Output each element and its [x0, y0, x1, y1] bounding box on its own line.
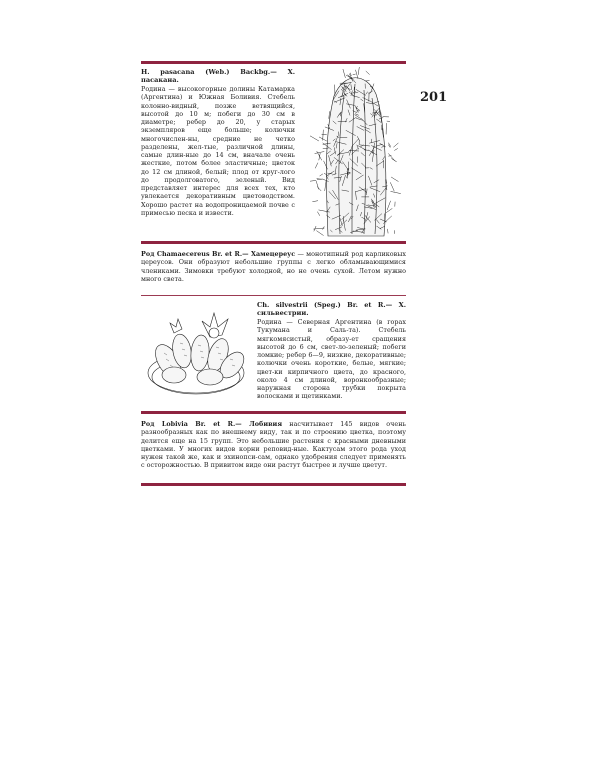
cactus-spine — [315, 152, 325, 154]
cactus-spine — [366, 71, 370, 75]
cactus-spine — [310, 136, 319, 141]
cactus-spine — [322, 134, 327, 135]
chamaecereus-illustration — [144, 303, 252, 403]
cactus-spine — [329, 111, 330, 118]
cactus-spine — [353, 74, 356, 75]
cactus-spine — [388, 145, 390, 148]
species-heading-latin-silvestrii: Ch. silvestrii (Speg.) Br. et R.— — [257, 301, 393, 309]
cactus-spine — [310, 180, 316, 181]
cactus-spine — [358, 67, 359, 75]
cactus-spine — [391, 159, 396, 162]
cactus-spine — [356, 70, 359, 79]
cactus-spine — [316, 231, 323, 236]
genus-paragraph-chamaecereus — [141, 250, 406, 283]
species-heading-russian-silvestrii: Х. сильвестрии. — [257, 301, 407, 318]
section-rule — [141, 411, 406, 414]
cactus-spine — [317, 212, 319, 216]
cactus-spine — [325, 181, 326, 191]
species-description-pasacana: Родина — высокогорные долины Катамарка (Аргентина) и Южная Боливия. Стебель колонно-видный, позже ветвящийся, высотой до 10 м; побеги до 30 см в диаметре; ребер до 20, у старых экземпляров еще больше; колючки многочислен-ны, средние не четко разделены, жел-тые, различной длины, самые длин-ные до 14 см, вначале очень жесткие, потом более эластичные; цветок до 12 см длиной, белый; плод от круг-лого до продолговатого, зеленый. Вид представляет интерес для всех тех, кто увлекается декоративным цветоводством. Хорошо растет на водопроницаемой почве с примесью песка и извести. — [141, 85, 295, 217]
cactus-spine — [386, 208, 392, 212]
species-heading-russian: Х. пасакана. — [141, 68, 296, 85]
genus-heading-lobivia: Род Lobivia Br. et R.— Лобивия — [141, 420, 283, 428]
species-description-silvestrii: Родина — Северная Аргентина (в горах Тукумана и Саль-та). Стебель мягкомясистый, образу-ет сращения высотой до 6 см, свет-ло-зеленый; побеги ломкие; ребер 6—9, низкие, декоративные; колючки очень короткие, белые, мягкие; цвет-ки кирпичного цвета, до красного, около 4 см длиной, воронкообразные; наружная сторона трубки покрыта волосками и щетинками. — [257, 318, 406, 401]
cactus-spine — [387, 201, 391, 210]
cactus-spine — [323, 130, 324, 141]
page-number: 201 — [420, 90, 448, 105]
cactus-spine — [312, 201, 318, 202]
genus-description-lobivia: насчитывает 145 видов очень разнообразных как по внешнему виду, так и по строению цветка, поэтому делится еще на 15 групп. Это небольшие растения с красными дневными цветками. У многих видов корни реповид-ные. Кактусам этого рода уход нужен такой же, как и эхинопси-сам, однако удобрения следует применять с осторожностью. В привитом виде они растут быстрее и лучше цветут. — [141, 420, 406, 470]
cactus-spine — [391, 191, 401, 193]
top-rule — [141, 61, 406, 64]
species-heading-pasacana — [141, 68, 295, 85]
cactus-spine — [315, 163, 318, 169]
section-rule — [141, 241, 406, 244]
cactus-spine — [343, 69, 346, 78]
genus-paragraph-lobivia — [141, 420, 406, 470]
cactus-spine — [394, 148, 398, 150]
bottom-rule — [141, 483, 406, 486]
cactus-spine — [388, 229, 389, 234]
cactus-spine — [317, 187, 321, 191]
cactus-spine — [391, 177, 398, 182]
cactus-spine — [390, 182, 394, 191]
species-heading-silvestrii — [257, 301, 406, 318]
columnar-cactus-illustration — [300, 66, 410, 238]
genus-description-chamaecereus: — монотипный род карликовых цереусов. Они образуют небольшие группы с легко обламывающимися члениками. Зимовки требуют холодной, но не очень сухой. Летом нужно много света. — [141, 250, 406, 283]
section-rule-thin — [141, 295, 406, 296]
cactus-spine — [316, 181, 319, 189]
species-heading-latin: H. pasacana (Web.) Backbg.— — [141, 68, 277, 76]
cactus-spine — [393, 143, 398, 147]
cactus-spine — [320, 174, 323, 176]
genus-heading-chamaecereus: Род Chamaecereus Br. et R.— Хамецереус — [141, 250, 296, 258]
